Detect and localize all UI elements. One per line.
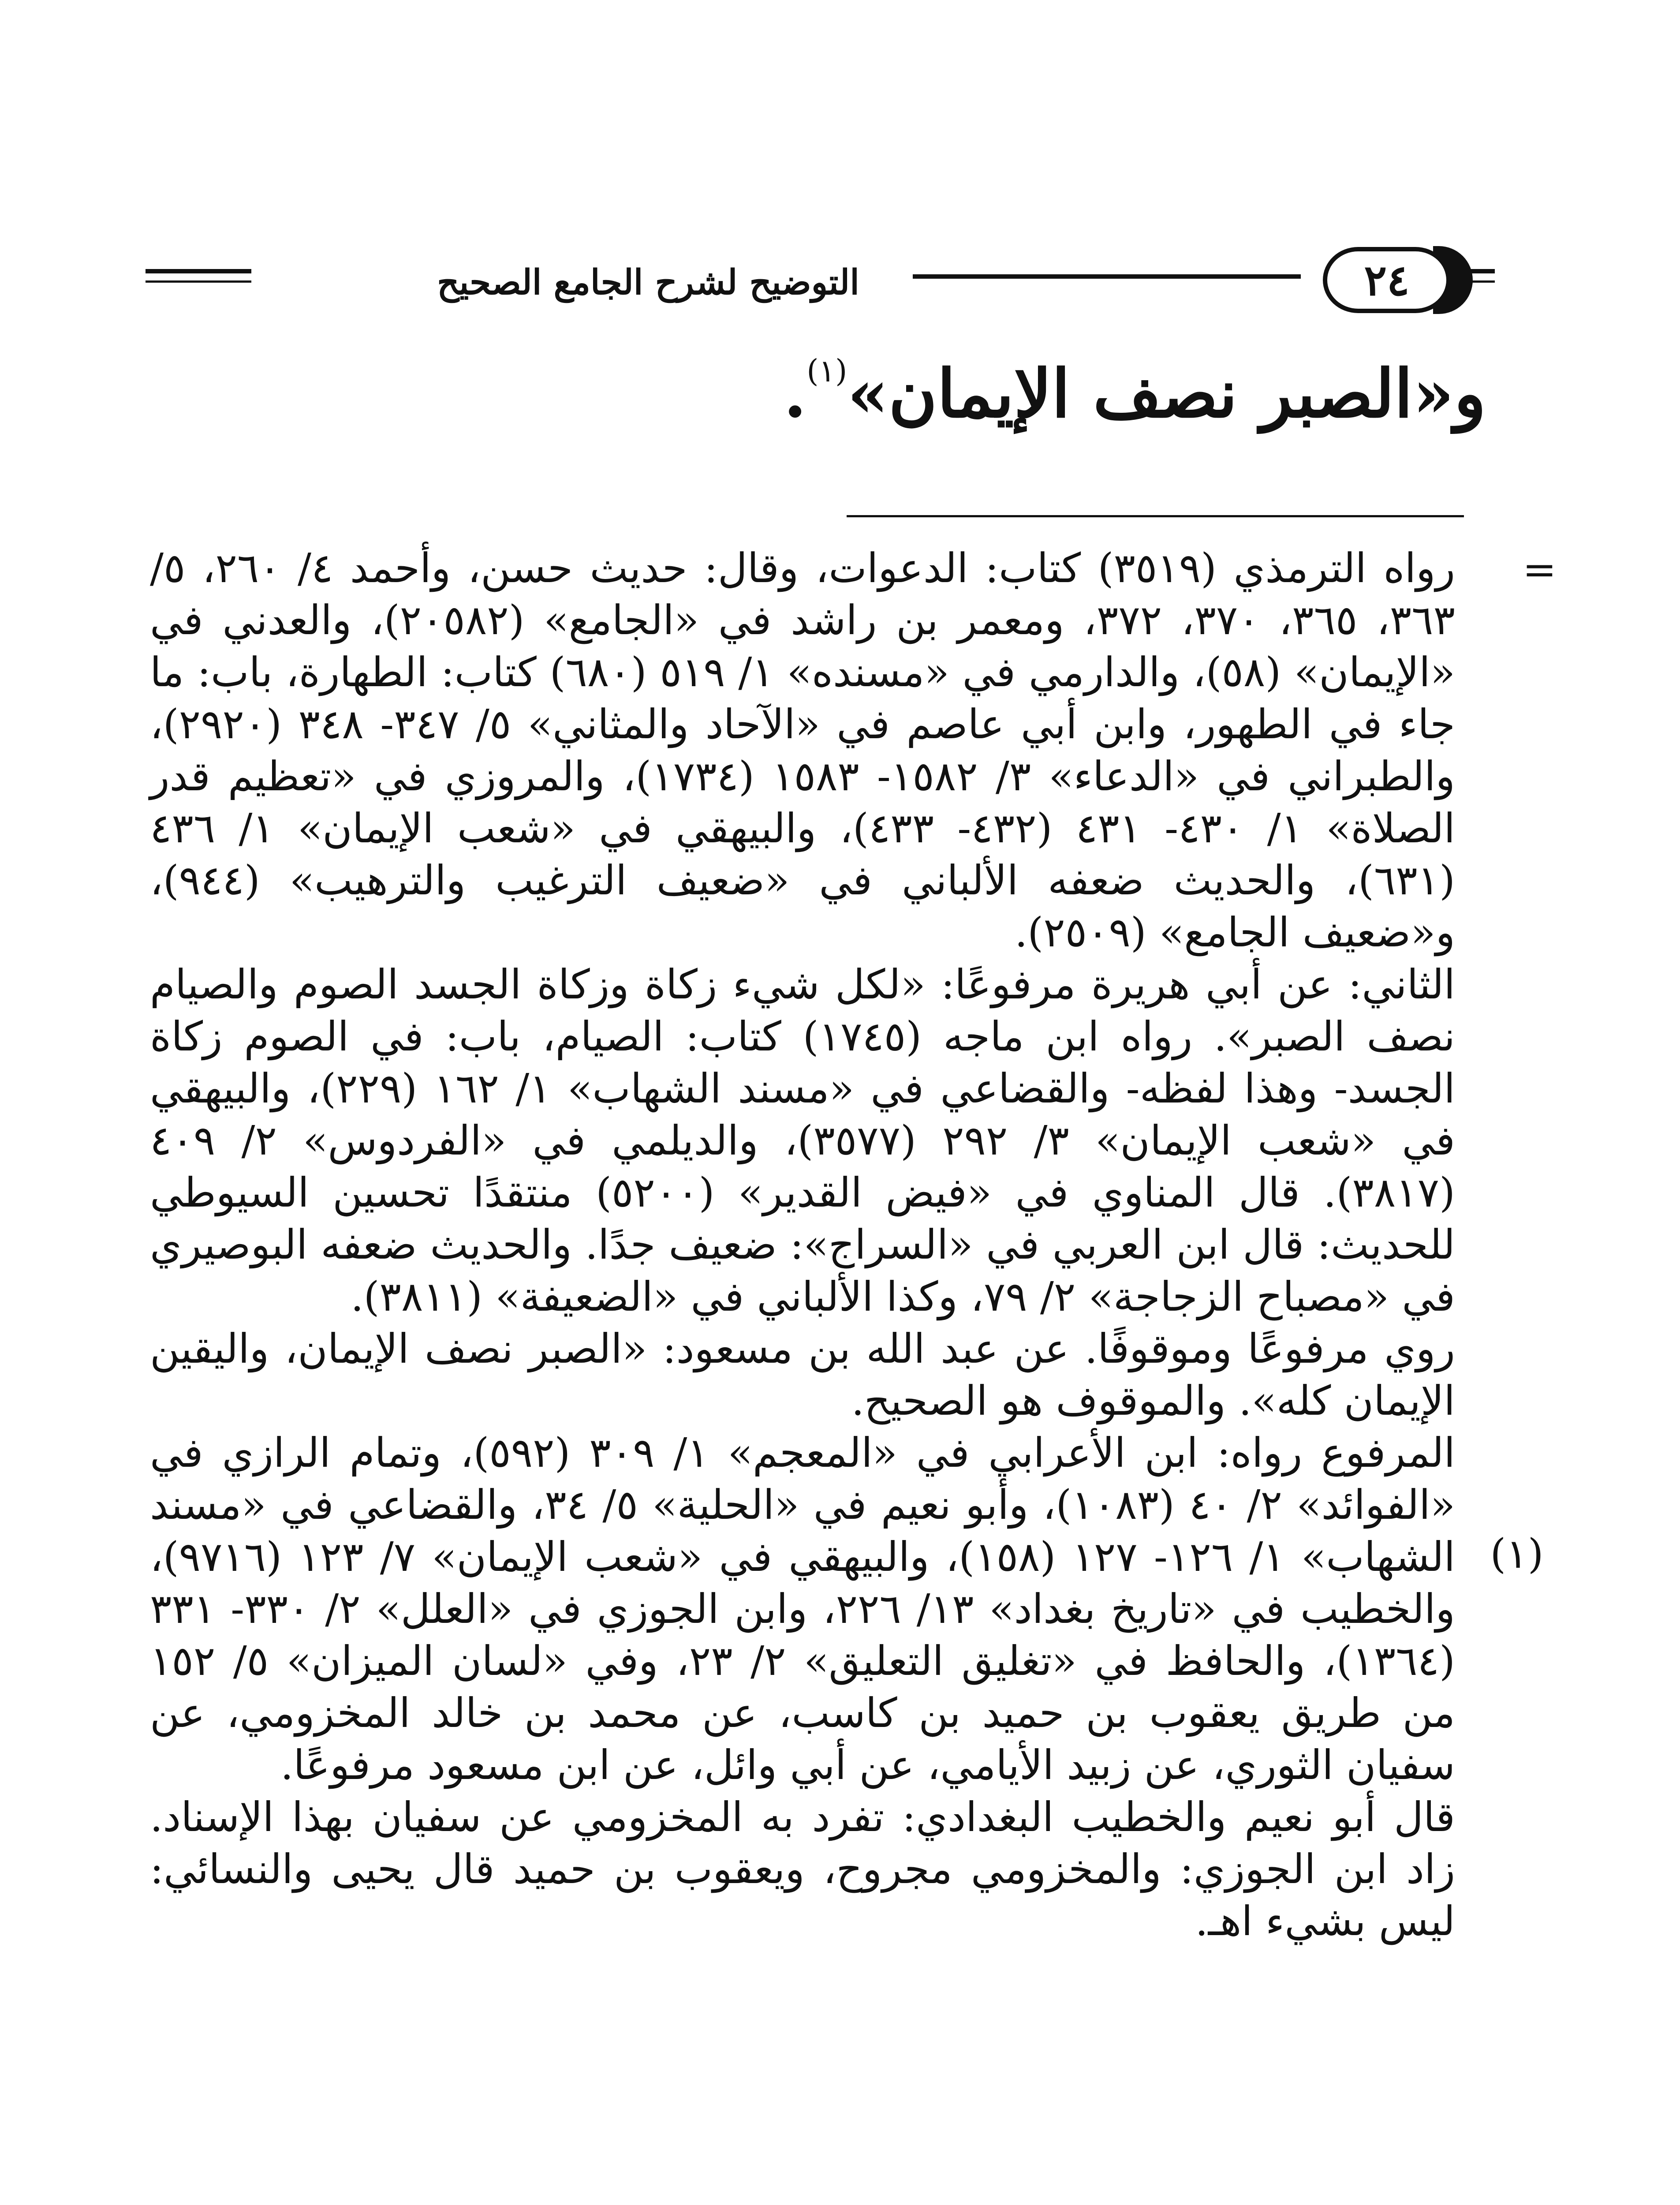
main-text: و«الصبر نصف الإيمان»	[847, 355, 1486, 433]
header-rule-far-right-bottom	[1464, 280, 1495, 283]
header-rule-far-right-top	[1464, 269, 1495, 273]
header-rule-left-bottom	[146, 280, 251, 283]
footnote-1-para-1: روي مرفوعًا وموقوفًا. عن عبد الله بن مسعود: «الصبر نصف الإيمان، واليقين الإيمان كله». والموقوف هو الصحيح.	[150, 1325, 1455, 1424]
footnote-1-para-2: المرفوع رواه: ابن الأعرابي في «المعجم» ١/ ٣٠٩ (٥٩٢)، وتمام الرازي في «الفوائد» ٢/ ٤٠ (١٠٨٣)، وأبو نعيم في «الحلية» ٥/ ٣٤، والقضاعي في «مسند الشهاب» ١/ ١٢٦- ١٢٧ (١٥٨)، والبيهقي في «شعب الإيمان» ٧/ ١٢٣ (٩٧١٦)، والخطيب في «تاريخ بغداد» ١٣/ ٢٢٦، وابن الجوزي في «العلل» ٢/ ٣٣٠- ٣٣١ (١٣٦٤)، والحافظ في «تغليق التعليق» ٢/ ٢٣، وفي «لسان الميزان» ٥/ ١٥٢ من طريق يعقوب بن حميد بن كاسب، عن محمد بن خالد المخزومي، عن سفيان الثوري، عن زبيد الأيامي، عن أبي وائل، عن ابن مسعود مرفوعًا.	[150, 1429, 1456, 1789]
running-title: التوضيح لشرح الجامع الصحيح	[437, 262, 859, 303]
header-rule-right	[913, 274, 1301, 279]
footnote-second-hadith	[150, 959, 1455, 1323]
footnote-continued-text: رواه الترمذي (٣٥١٩) كتاب: الدعوات، وقال: حديث حسن، وأحمد ٤/ ٢٦٠، ٥/ ٣٦٣، ٣٦٥، ٣٧٠، ٣٧٢، ومعمر بن راشد في «الجامع» (٢٠٥٨٢)، والعدني في «الإيمان» (٥٨)، والدارمي في «مسنده» ١/ ٥١٩ (٦٨٠) كتاب: الطهارة، باب: ما جاء في الطهور، وابن أبي عاصم في «الآحاد والمثاني» ٥/ ٣٤٧- ٣٤٨ (٢٩٢٠)، والطبراني في «الدعاء» ٣/ ١٥٨٢- ١٥٨٣ (١٧٣٤)، والمروزي في «تعظيم قدر الصلاة» ١/ ٤٣٠- ٤٣١ (٤٣٢- ٤٣٣)، والبيهقي في «شعب الإيمان» ١/ ٤٣٦ (٦٣١)، والحديث ضعفه الألباني في «ضعيف الترغيب والترهيب» (٩٤٤)، و«ضعيف الجامع» (٢٥٠٩).	[150, 545, 1456, 956]
continuation-marker: =	[1522, 546, 1557, 593]
footnotes	[150, 542, 1455, 1947]
page-number: ٢٤	[1323, 247, 1451, 313]
footnote-number: (١)	[1490, 1530, 1544, 1577]
footnote-reference: (١)	[806, 353, 847, 389]
main-end-punct: .	[784, 355, 807, 433]
running-header	[146, 238, 1495, 326]
second-hadith-text: الثاني: عن أبي هريرة مرفوعًا: «لكل شيء زكاة وزكاة الجسد الصوم والصيام نصف الصبر». رواه ابن ماجه (١٧٤٥) كتاب: الصيام، باب: في الصوم زكاة الجسد- وهذا لفظه- والقضاعي في «مسند الشهاب» ١/ ١٦٢ (٢٢٩)، والبيهقي في «شعب الإيمان» ٣/ ٢٩٢ (٣٥٧٧)، والديلمي في «الفردوس» ٢/ ٤٠٩ (٣٨١٧). قال المناوي في «فيض القدير» (٥٢٠٠) منتقدًا تحسين السيوطي للحديث: قال ابن العربي في «السراج»: ضعيف جدًا. والحديث ضعفه البوصيري في «مصباح الزجاجة» ٢/ ٧٩، وكذا الألباني في «الضعيفة» (٣٨١١).	[150, 961, 1456, 1320]
footnote-separator	[847, 515, 1464, 517]
footnote-1	[150, 1323, 1455, 1947]
page-number-badge	[1288, 238, 1482, 326]
header-rule-left-top	[146, 269, 251, 273]
main-text-line	[516, 353, 1486, 441]
footnote-1-para-3: قال أبو نعيم والخطيب البغدادي: تفرد به المخزومي عن سفيان بهذا الإسناد. زاد ابن الجوزي: والمخزومي مجروح، ويعقوب بن حميد قال يحيى والنسائي: ليس بشيء اهـ.	[150, 1794, 1455, 1945]
footnote-continued	[150, 542, 1455, 959]
